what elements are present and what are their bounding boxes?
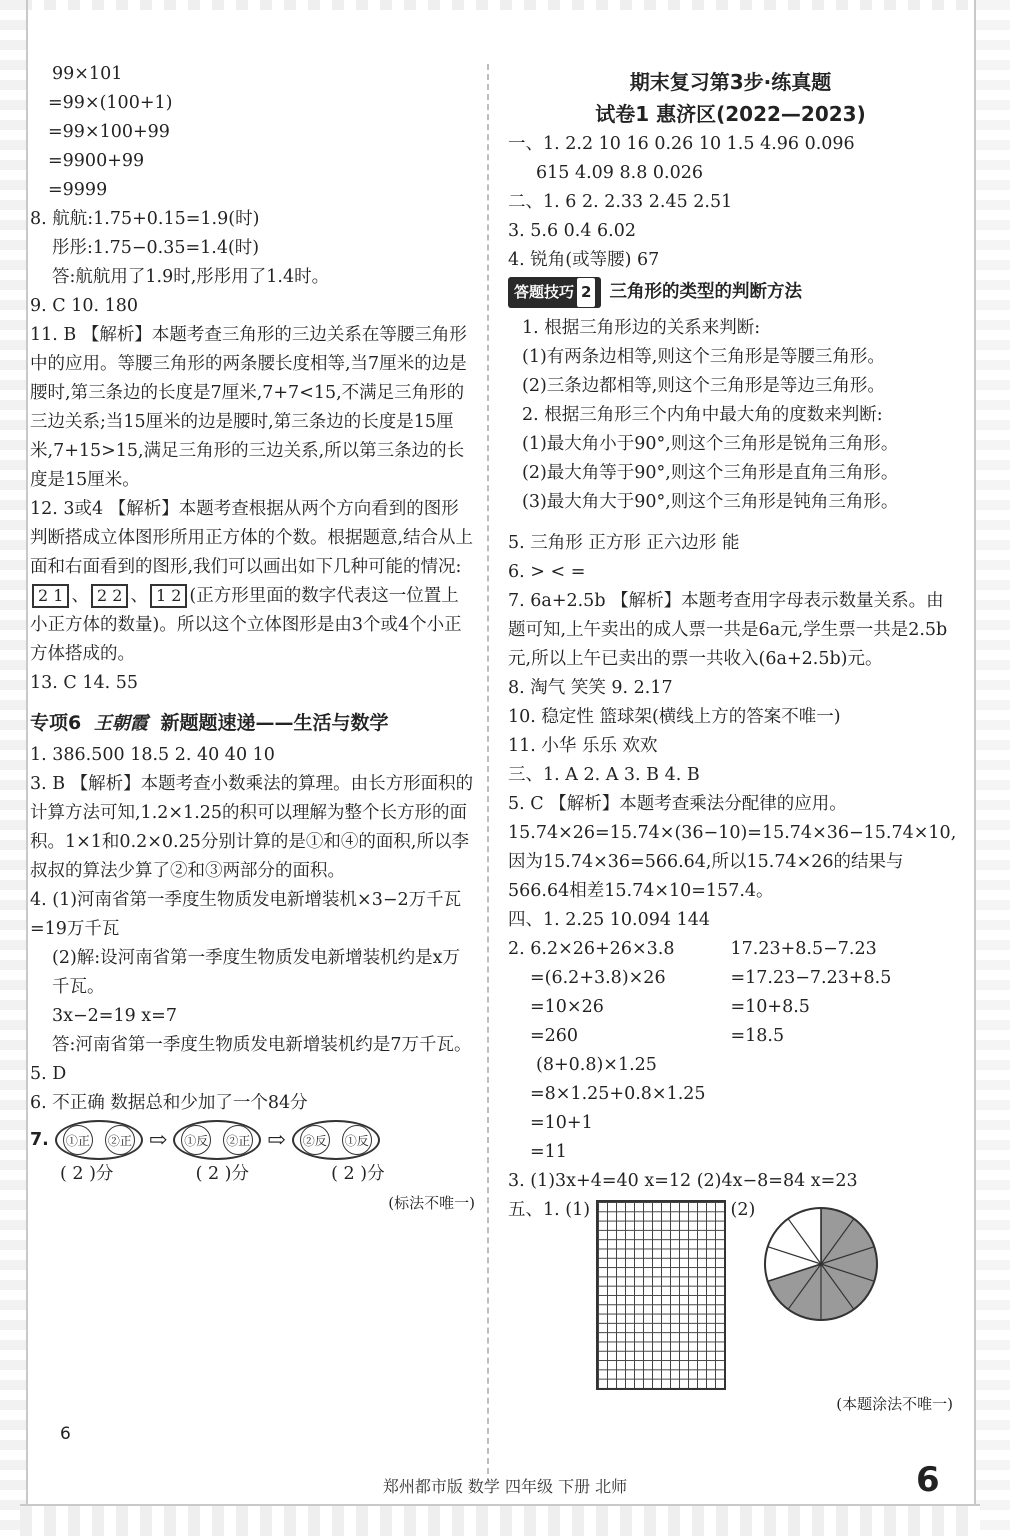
calc-line: =9900+99 [48,151,145,171]
answer-12-explain: (正方形里面的数字代表这一位置上小正方体的数量)。所以这个立体图形是由3个或4个小正方体搭成的。 [30,586,462,664]
coin: ①正 [63,1125,93,1155]
number-box: 2 1 [32,584,69,608]
shaded-grid [596,1200,726,1390]
column-divider [487,64,489,1484]
answer-13-14: 13. C 14. 55 [30,673,139,693]
section-answer-1: 1. 386.500 18.5 2. 40 40 10 [30,745,275,765]
answer-11: 11. B 【解析】本题考查三角形的三边关系在等腰三角形中的应用。等腰三角形的两条腰长度相等,当7厘米的边是腰时,第三条边的长度是7厘米,7+7<15,不满足三角形的三边关系;当15厘米的边是腰时,第三条边的长度是15厘米,7+15>15,满足三角形的三边关系,所以第三条边的长度是15厘米。 [30,325,467,490]
calculations: 2. 6.2×26+26×3.8 =(6.2+3.8)×26 =10×26 =260 (8+0.8)×1.25 =8×1.25+0.8×1.25 =10+1 =11 17.23+8.5−7.23 =17.23−7.23+8.5 =10+8.5 =18.5 [508,939,892,1162]
page-number-right: 6 [916,1460,940,1500]
part-4: 四、1. 2.25 10.094 144 [508,910,710,930]
answer-3-5: 5. C 【解析】本题考查乘法分配律的应用。15.74×26=15.74×(36−10)=15.74×36−15.74×10,因为15.74×36=566.64,所以15.74×26的结果与566.64相差15.74×10=157.4。 [508,794,957,901]
calc-line: 99×101 [52,64,123,84]
right-column [508,66,957,1419]
answer-5: 5. 三角形 正方形 正六边形 能 [508,533,740,553]
coin: ②正 [105,1125,135,1155]
section-answer-5: 5. D [30,1064,67,1084]
pie-circle [761,1204,881,1324]
tip-body: 1. 根据三角形边的关系来判断: (1)有两条边相等,则这个三角形是等腰三角形。 (2)三条边都相等,则这个三角形是等边三角形。 2. 根据三角形三个内角中最大角的度数来判断: (1)最大角小于90°,则这个三角形是锐角三角形。 (2)最大角等于90°,则这个三角形是直角三角形。 (3)最大角大于90°,则这个三角形是钝角三角形。 [522,318,899,512]
left-wavy-border [0,0,28,1536]
section-answer-4-line: 答:河南省第一季度生物质发电新增装机约是7万千瓦。 [52,1035,472,1055]
coin-group [55,1120,143,1160]
coin: ②正 [223,1125,253,1155]
section-title: 专项6 王朝霞 新题题速递——生活与数学 [30,706,475,741]
page-subtitle: 试卷1 惠济区(2022—2023) [595,102,866,126]
part-1: 一、1. 2.2 10 16 0.26 10 1.5 4.96 0.096 [508,134,855,154]
answer-12-figures: 2 1 、 2 2 、 1 2 (正方形里面的数字代表这一位置上小正方体的数量)。所以这个立体图形是由3个或4个小正方体搭成的。 [30,586,462,664]
coin: ②反 [300,1125,330,1155]
answer-8-line: 答:航航用了1.9时,彤彤用了1.4时。 [52,267,330,287]
arrow-icon: ⇨ [267,1127,286,1153]
calc-line: =99×(100+1) [48,93,173,113]
drawing-answers: 五、1. (1) (2) [508,1196,953,1390]
page-number-left: 6 [60,1424,71,1444]
section-answer-4-line: 3x−2=19 x=7 [52,1006,177,1026]
coin-scores: ( 2 )分 ( 2 )分 ( 2 )分 [60,1164,385,1184]
footer: 郑州都市版 数学 四年级 下册 北师 [382,1477,628,1496]
coin-group [292,1120,380,1160]
note: (标法不唯一) [388,1194,475,1212]
answer-6: 6. > < = [508,562,586,582]
arrow-icon: ⇨ [148,1127,168,1153]
number-box: 1 2 [150,584,187,608]
tip-badge: 答题技巧 2 [508,277,601,308]
tip-header: 答题技巧 2 三角形的类型的判断方法 [508,277,953,308]
page-title: 期末复习第3步·练真题 [629,70,832,94]
answer-8-line: 彤彤:1.75−0.35=1.4(时) [52,238,260,258]
coin: ①反 [342,1125,372,1155]
answer-10: 10. 稳定性 篮球架(横线上方的答案不唯一) [508,707,841,727]
answer-9-10: 9. C 10. 180 [30,296,139,316]
top-border [20,0,980,10]
section-answer-4: 4. (1)河南省第一季度生物质发电新增装机×3−2万千瓦=19万千瓦 [30,890,462,939]
number-box: 2 2 [91,584,128,608]
answer-8: 8. 淘气 笑笑 9. 2.17 [508,678,673,698]
section-answer-3: 3. B 【解析】本题考查小数乘法的算理。由长方形面积的计算方法可知,1.2×1.25的积可以理解为整个长方形的面积。1×1和0.2×0.25分别计算的是①和④的面积,所以李叔叔的算法少算了②和③两部分的面积。 [30,774,474,881]
coin-group [173,1120,261,1160]
left-column [30,60,475,1218]
part-1-line: 615 4.09 8.8 0.026 [536,163,703,183]
answer-4: 4. 锐角(或等腰) 67 [508,250,660,270]
answer-11: 11. 小华 乐乐 欢欢 [508,736,658,756]
bottom-wavy-border [20,1504,980,1536]
answer-3: 3. 5.6 0.4 6.02 [508,221,637,241]
note: (本题涂法不唯一) [836,1395,953,1413]
brand-logo: 王朝霞 [93,713,148,734]
part-3: 三、1. A 2. A 3. B 4. B [508,765,700,785]
section-answer-6: 6. 不正确 数据总和少加了一个84分 [30,1093,308,1113]
section-answer-4-line: (2)解:设河南省第一季度生物质发电新增装机约是x万千瓦。 [52,948,461,997]
answer-12: 12. 3或4 【解析】本题考查根据从两个方向看到的图形判断搭成立体图形所用正方体的个数。根据题意,结合从上面和右面看到的图形,我们可以画出如下几种可能的情况: [30,499,474,577]
answer-7: 7. 6a+2.5b 【解析】本题考查用字母表示数量关系。由题可知,上午卖出的成人票一共是6a元,学生票一共是2.5b元,所以上午已卖出的票一共收入(6a+2.5b)元。 [508,591,948,669]
answer-equations: 3. (1)3x+4=40 x=12 (2)4x−8=84 x=23 [508,1171,858,1191]
coin: ①反 [181,1125,211,1155]
calc-line: =99×100+99 [48,122,170,142]
part-2: 二、1. 6 2. 2.33 2.45 2.51 [508,192,733,212]
right-wavy-border [974,0,1010,1536]
coin-diagram: 7. ①正 ②正 ⇨ ①反 ②正 ⇨ ②反 ①反 [30,1120,475,1160]
answer-8: 8. 航航:1.75+0.15=1.9(时) [30,209,260,229]
calc-line: =9999 [48,180,108,200]
